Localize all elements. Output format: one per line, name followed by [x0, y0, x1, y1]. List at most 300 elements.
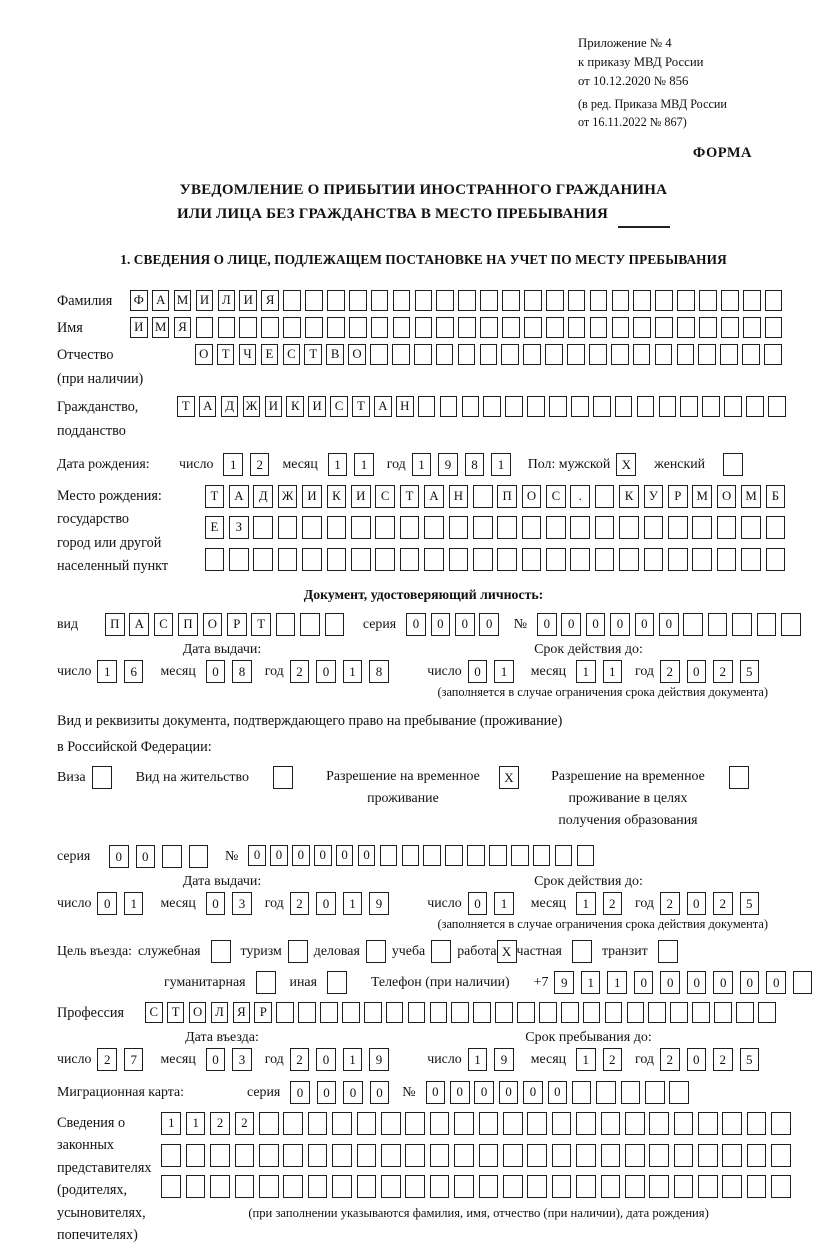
birth-place-cell[interactable]: А	[229, 485, 249, 508]
representative-cell[interactable]	[722, 1112, 742, 1135]
stay-month-cell[interactable]: 2	[603, 1048, 623, 1071]
birth-place-cell[interactable]: У	[644, 485, 664, 508]
birth-place-cell[interactable]: С	[546, 485, 566, 508]
doc-number-cell[interactable]	[781, 613, 801, 636]
residence-number-cell[interactable]: 0	[358, 845, 376, 866]
representative-cell[interactable]	[210, 1144, 230, 1167]
birth-place-cell[interactable]: К	[327, 485, 347, 508]
representative-cell[interactable]	[479, 1112, 499, 1135]
birth-place-cell[interactable]	[595, 516, 615, 539]
patronymic-cell[interactable]: Т	[217, 344, 235, 365]
birth-place-cell[interactable]: Б	[766, 485, 786, 508]
representative-cell[interactable]	[186, 1175, 206, 1198]
doc-number-cell[interactable]	[708, 613, 728, 636]
given-name-cell[interactable]	[743, 317, 761, 338]
representative-cell[interactable]	[259, 1175, 279, 1198]
phone-cell[interactable]	[793, 971, 813, 994]
profession-cell[interactable]	[408, 1002, 426, 1023]
doc-kind-cell[interactable]: Т	[251, 613, 271, 636]
birth-place-cell[interactable]	[766, 548, 786, 571]
surname-cell[interactable]	[590, 290, 608, 311]
birth-place-cell[interactable]	[570, 548, 590, 571]
residence-expiry-day-cell[interactable]: 1	[494, 892, 514, 915]
surname-cell[interactable]	[633, 290, 651, 311]
doc-kind-cell[interactable]: Р	[227, 613, 247, 636]
residence-expiry-year-cell[interactable]: 0	[687, 892, 707, 915]
residence-issue-year-cell[interactable]: 1	[343, 892, 363, 915]
doc-number-cell[interactable]: 0	[659, 613, 679, 636]
representative-cell[interactable]	[210, 1175, 230, 1198]
profession-cell[interactable]: Р	[254, 1002, 272, 1023]
expiry-month-cell[interactable]: 1	[576, 660, 596, 683]
residence-issue-year-cell[interactable]: 0	[316, 892, 336, 915]
birth-place-cell[interactable]: О	[717, 485, 737, 508]
profession-cell[interactable]	[583, 1002, 601, 1023]
doc-number-cell[interactable]	[683, 613, 703, 636]
profession-cell[interactable]	[736, 1002, 754, 1023]
birth-place-cell[interactable]	[522, 548, 542, 571]
purpose-work-cell[interactable]: X	[497, 940, 517, 963]
representative-cell[interactable]	[771, 1144, 791, 1167]
citizenship-cell[interactable]	[593, 396, 611, 417]
doc-kind-cell[interactable]: П	[178, 613, 198, 636]
doc-number-cell[interactable]: 0	[610, 613, 630, 636]
stay-day-cell[interactable]: 1	[468, 1048, 488, 1071]
birth-place-cell[interactable]	[400, 516, 420, 539]
representative-cell[interactable]	[722, 1144, 742, 1167]
phone-cell[interactable]: 0	[687, 971, 707, 994]
doc-kind-cell[interactable]	[325, 613, 345, 636]
birth-place-cell[interactable]	[449, 548, 469, 571]
entry-year-cell[interactable]: 1	[343, 1048, 363, 1071]
patronymic-cell[interactable]	[567, 344, 585, 365]
birth-place-cell[interactable]	[302, 548, 322, 571]
representative-cell[interactable]	[161, 1175, 181, 1198]
given-name-cell[interactable]: И	[130, 317, 148, 338]
issue-day-cell[interactable]: 6	[124, 660, 144, 683]
surname-cell[interactable]: А	[152, 290, 170, 311]
profession-cell[interactable]	[627, 1002, 645, 1023]
representative-cell[interactable]	[381, 1112, 401, 1135]
surname-cell[interactable]	[415, 290, 433, 311]
residence-series-cell[interactable]	[162, 845, 182, 868]
patronymic-cell[interactable]	[611, 344, 629, 365]
patronymic-cell[interactable]	[589, 344, 607, 365]
issue-year-cell[interactable]: 0	[316, 660, 336, 683]
citizenship-cell[interactable]	[724, 396, 742, 417]
residence-issue-day-cell[interactable]: 0	[97, 892, 117, 915]
birth-place-cell[interactable]	[424, 516, 444, 539]
given-name-cell[interactable]	[524, 317, 542, 338]
purpose-humanitarian-cell[interactable]	[256, 971, 276, 994]
birth-place-cell[interactable]	[741, 516, 761, 539]
representative-cell[interactable]	[283, 1175, 303, 1198]
birth-place-cell[interactable]	[692, 516, 712, 539]
residence-number-cell[interactable]: 0	[270, 845, 288, 866]
representative-cell[interactable]	[527, 1144, 547, 1167]
patronymic-cell[interactable]	[545, 344, 563, 365]
profession-cell[interactable]	[430, 1002, 448, 1023]
representative-cell[interactable]	[454, 1112, 474, 1135]
patronymic-cell[interactable]	[764, 344, 782, 365]
residence-expiry-month-cell[interactable]: 2	[603, 892, 623, 915]
given-name-cell[interactable]	[261, 317, 279, 338]
citizenship-cell[interactable]: Н	[396, 396, 414, 417]
migration-number-cell[interactable]	[669, 1081, 689, 1104]
representative-cell[interactable]	[649, 1144, 669, 1167]
patronymic-cell[interactable]	[501, 344, 519, 365]
purpose-transit-cell[interactable]	[658, 940, 678, 963]
birth-year-cell[interactable]: 8	[465, 453, 485, 476]
citizenship-cell[interactable]	[549, 396, 567, 417]
expiry-day-cell[interactable]: 1	[494, 660, 514, 683]
birth-place-cell[interactable]	[424, 548, 444, 571]
phone-cell[interactable]: 0	[713, 971, 733, 994]
representative-cell[interactable]	[283, 1144, 303, 1167]
residence-number-cell[interactable]	[467, 845, 485, 866]
citizenship-cell[interactable]	[483, 396, 501, 417]
birth-place-cell[interactable]: О	[522, 485, 542, 508]
citizenship-cell[interactable]: Д	[221, 396, 239, 417]
birth-place-cell[interactable]	[619, 548, 639, 571]
representative-cell[interactable]	[503, 1144, 523, 1167]
migration-number-cell[interactable]: 0	[523, 1081, 543, 1104]
birth-place-cell[interactable]	[741, 548, 761, 571]
entry-month-cell[interactable]: 3	[232, 1048, 252, 1071]
birth-place-cell[interactable]: К	[619, 485, 639, 508]
temp-residence-edu-cell[interactable]	[729, 766, 749, 789]
phone-cell[interactable]: 0	[660, 971, 680, 994]
birth-place-cell[interactable]	[253, 548, 273, 571]
residence-expiry-year-cell[interactable]: 2	[713, 892, 733, 915]
representative-cell[interactable]	[405, 1144, 425, 1167]
birth-place-cell[interactable]	[546, 548, 566, 571]
representative-cell[interactable]	[674, 1144, 694, 1167]
stay-year-cell[interactable]: 0	[687, 1048, 707, 1071]
birth-place-cell[interactable]	[351, 516, 371, 539]
representative-cell[interactable]	[161, 1144, 181, 1167]
birth-place-cell[interactable]	[668, 516, 688, 539]
birth-place-cell[interactable]: М	[692, 485, 712, 508]
residence-series-cell[interactable]	[189, 845, 209, 868]
representative-cell[interactable]: 2	[210, 1112, 230, 1135]
birth-place-cell[interactable]	[522, 516, 542, 539]
profession-cell[interactable]: Я	[233, 1002, 251, 1023]
profession-cell[interactable]	[605, 1002, 623, 1023]
profession-cell[interactable]	[386, 1002, 404, 1023]
patronymic-cell[interactable]	[480, 344, 498, 365]
residence-issue-year-cell[interactable]: 9	[369, 892, 389, 915]
surname-cell[interactable]	[612, 290, 630, 311]
birth-year-cell[interactable]: 1	[491, 453, 511, 476]
purpose-other-cell[interactable]	[327, 971, 347, 994]
representative-cell[interactable]	[357, 1175, 377, 1198]
residence-number-cell[interactable]	[380, 845, 398, 866]
representative-cell[interactable]	[601, 1175, 621, 1198]
surname-cell[interactable]	[327, 290, 345, 311]
phone-cell[interactable]: 0	[634, 971, 654, 994]
migration-series-cell[interactable]: 0	[370, 1081, 390, 1104]
stay-year-cell[interactable]: 5	[740, 1048, 760, 1071]
representative-cell[interactable]	[186, 1144, 206, 1167]
issue-month-cell[interactable]: 8	[232, 660, 252, 683]
given-name-cell[interactable]	[480, 317, 498, 338]
birth-place-cell[interactable]	[644, 516, 664, 539]
representative-cell[interactable]	[552, 1144, 572, 1167]
representative-cell[interactable]	[552, 1112, 572, 1135]
given-name-cell[interactable]	[283, 317, 301, 338]
profession-cell[interactable]: Л	[211, 1002, 229, 1023]
given-name-cell[interactable]	[196, 317, 214, 338]
patronymic-cell[interactable]: Ч	[239, 344, 257, 365]
citizenship-cell[interactable]: А	[199, 396, 217, 417]
given-name-cell[interactable]	[502, 317, 520, 338]
representative-cell[interactable]	[576, 1112, 596, 1135]
residence-expiry-day-cell[interactable]: 0	[468, 892, 488, 915]
expiry-month-cell[interactable]: 1	[603, 660, 623, 683]
representative-cell[interactable]	[527, 1175, 547, 1198]
given-name-cell[interactable]	[677, 317, 695, 338]
surname-cell[interactable]: И	[239, 290, 257, 311]
representative-cell[interactable]	[259, 1144, 279, 1167]
citizenship-cell[interactable]: И	[308, 396, 326, 417]
birth-place-cell[interactable]: С	[375, 485, 395, 508]
birth-place-cell[interactable]: .	[570, 485, 590, 508]
residence-number-cell[interactable]	[533, 845, 551, 866]
given-name-cell[interactable]	[568, 317, 586, 338]
representative-cell[interactable]	[332, 1112, 352, 1135]
temp-residence-cell[interactable]: X	[499, 766, 519, 789]
given-name-cell[interactable]	[305, 317, 323, 338]
birth-place-cell[interactable]	[375, 516, 395, 539]
birth-place-cell[interactable]	[473, 548, 493, 571]
profession-cell[interactable]	[539, 1002, 557, 1023]
representative-cell[interactable]	[771, 1112, 791, 1135]
birth-year-cell[interactable]: 9	[438, 453, 458, 476]
patronymic-cell[interactable]: С	[283, 344, 301, 365]
residence-number-cell[interactable]	[445, 845, 463, 866]
residence-series-cell[interactable]: 0	[109, 845, 129, 868]
birth-place-cell[interactable]: М	[741, 485, 761, 508]
representative-cell[interactable]	[381, 1175, 401, 1198]
citizenship-cell[interactable]: А	[374, 396, 392, 417]
profession-cell[interactable]: Т	[167, 1002, 185, 1023]
birth-place-cell[interactable]	[253, 516, 273, 539]
visa-cell[interactable]	[92, 766, 112, 789]
expiry-day-cell[interactable]: 0	[468, 660, 488, 683]
entry-day-cell[interactable]: 7	[124, 1048, 144, 1071]
doc-number-cell[interactable]: 0	[635, 613, 655, 636]
profession-cell[interactable]	[758, 1002, 776, 1023]
migration-number-cell[interactable]	[572, 1081, 592, 1104]
phone-cell[interactable]: 0	[740, 971, 760, 994]
given-name-cell[interactable]: М	[152, 317, 170, 338]
profession-cell[interactable]	[342, 1002, 360, 1023]
representative-cell[interactable]	[332, 1144, 352, 1167]
birth-place-cell[interactable]	[327, 548, 347, 571]
representative-cell[interactable]	[503, 1112, 523, 1135]
migration-series-cell[interactable]: 0	[317, 1081, 337, 1104]
given-name-cell[interactable]	[371, 317, 389, 338]
patronymic-cell[interactable]: Т	[304, 344, 322, 365]
stay-day-cell[interactable]: 9	[494, 1048, 514, 1071]
representative-cell[interactable]	[454, 1175, 474, 1198]
representative-cell[interactable]	[235, 1175, 255, 1198]
given-name-cell[interactable]	[393, 317, 411, 338]
profession-cell[interactable]	[648, 1002, 666, 1023]
surname-cell[interactable]	[699, 290, 717, 311]
residence-series-cell[interactable]: 0	[136, 845, 156, 868]
citizenship-cell[interactable]: С	[330, 396, 348, 417]
migration-number-cell[interactable]: 0	[474, 1081, 494, 1104]
citizenship-cell[interactable]	[440, 396, 458, 417]
given-name-cell[interactable]	[218, 317, 236, 338]
entry-month-cell[interactable]: 0	[206, 1048, 226, 1071]
patronymic-cell[interactable]	[392, 344, 410, 365]
representative-cell[interactable]	[747, 1175, 767, 1198]
surname-cell[interactable]: Ф	[130, 290, 148, 311]
migration-number-cell[interactable]	[621, 1081, 641, 1104]
patronymic-cell[interactable]	[370, 344, 388, 365]
representative-cell[interactable]	[430, 1175, 450, 1198]
birth-place-cell[interactable]: И	[351, 485, 371, 508]
doc-kind-cell[interactable]: П	[105, 613, 125, 636]
residence-expiry-month-cell[interactable]: 1	[576, 892, 596, 915]
surname-cell[interactable]	[721, 290, 739, 311]
birth-place-cell[interactable]	[473, 485, 493, 508]
surname-cell[interactable]	[655, 290, 673, 311]
doc-number-cell[interactable]	[732, 613, 752, 636]
representative-cell[interactable]	[479, 1175, 499, 1198]
entry-year-cell[interactable]: 9	[369, 1048, 389, 1071]
phone-cell[interactable]: 1	[607, 971, 627, 994]
stay-year-cell[interactable]: 2	[660, 1048, 680, 1071]
representative-cell[interactable]	[698, 1112, 718, 1135]
patronymic-cell[interactable]: О	[195, 344, 213, 365]
surname-cell[interactable]	[283, 290, 301, 311]
birth-place-cell[interactable]	[766, 516, 786, 539]
citizenship-cell[interactable]	[746, 396, 764, 417]
profession-cell[interactable]	[320, 1002, 338, 1023]
doc-kind-cell[interactable]: А	[129, 613, 149, 636]
expiry-year-cell[interactable]: 5	[740, 660, 760, 683]
doc-number-cell[interactable]: 0	[537, 613, 557, 636]
representative-cell[interactable]	[332, 1175, 352, 1198]
doc-number-cell[interactable]: 0	[561, 613, 581, 636]
birth-place-cell[interactable]	[302, 516, 322, 539]
entry-year-cell[interactable]: 2	[290, 1048, 310, 1071]
birth-place-cell[interactable]	[473, 516, 493, 539]
given-name-cell[interactable]	[721, 317, 739, 338]
representative-cell[interactable]	[235, 1144, 255, 1167]
surname-cell[interactable]: Я	[261, 290, 279, 311]
purpose-private-cell[interactable]	[572, 940, 592, 963]
birth-place-cell[interactable]: П	[497, 485, 517, 508]
birth-place-cell[interactable]: Н	[449, 485, 469, 508]
profession-cell[interactable]	[473, 1002, 491, 1023]
birth-place-cell[interactable]	[497, 516, 517, 539]
doc-number-cell[interactable]	[757, 613, 777, 636]
citizenship-cell[interactable]	[680, 396, 698, 417]
representative-cell[interactable]	[405, 1112, 425, 1135]
citizenship-cell[interactable]	[527, 396, 545, 417]
issue-year-cell[interactable]: 8	[369, 660, 389, 683]
surname-cell[interactable]	[568, 290, 586, 311]
profession-cell[interactable]	[670, 1002, 688, 1023]
patronymic-cell[interactable]	[698, 344, 716, 365]
stay-month-cell[interactable]: 1	[576, 1048, 596, 1071]
birth-place-cell[interactable]	[351, 548, 371, 571]
residence-number-cell[interactable]: 0	[336, 845, 354, 866]
representative-cell[interactable]	[308, 1144, 328, 1167]
profession-cell[interactable]	[561, 1002, 579, 1023]
residence-number-cell[interactable]	[511, 845, 529, 866]
given-name-cell[interactable]	[655, 317, 673, 338]
surname-cell[interactable]: Л	[218, 290, 236, 311]
purpose-study-cell[interactable]	[431, 940, 451, 963]
residence-number-cell[interactable]: 0	[248, 845, 266, 866]
given-name-cell[interactable]	[239, 317, 257, 338]
representative-cell[interactable]	[674, 1175, 694, 1198]
citizenship-cell[interactable]: Ж	[243, 396, 261, 417]
given-name-cell[interactable]	[612, 317, 630, 338]
surname-cell[interactable]	[765, 290, 783, 311]
birth-place-cell[interactable]: Т	[205, 485, 225, 508]
given-name-cell[interactable]	[699, 317, 717, 338]
phone-cell[interactable]: 1	[581, 971, 601, 994]
profession-cell[interactable]	[714, 1002, 732, 1023]
migration-series-cell[interactable]: 0	[343, 1081, 363, 1104]
given-name-cell[interactable]	[546, 317, 564, 338]
birth-day-cell[interactable]: 1	[223, 453, 243, 476]
patronymic-cell[interactable]	[633, 344, 651, 365]
given-name-cell[interactable]: Я	[174, 317, 192, 338]
citizenship-cell[interactable]: И	[265, 396, 283, 417]
birth-place-cell[interactable]	[692, 548, 712, 571]
surname-cell[interactable]	[546, 290, 564, 311]
patronymic-cell[interactable]: В	[326, 344, 344, 365]
residence-number-cell[interactable]	[489, 845, 507, 866]
representative-cell[interactable]	[527, 1112, 547, 1135]
surname-cell[interactable]	[458, 290, 476, 311]
sex-male-cell[interactable]: X	[616, 453, 636, 476]
birth-place-cell[interactable]	[717, 548, 737, 571]
representative-cell[interactable]	[698, 1175, 718, 1198]
profession-cell[interactable]	[495, 1002, 513, 1023]
profession-cell[interactable]: О	[189, 1002, 207, 1023]
given-name-cell[interactable]	[765, 317, 783, 338]
representative-cell[interactable]: 1	[161, 1112, 181, 1135]
representative-cell[interactable]	[430, 1144, 450, 1167]
purpose-tourism-cell[interactable]	[288, 940, 308, 963]
residence-issue-month-cell[interactable]: 3	[232, 892, 252, 915]
surname-cell[interactable]	[480, 290, 498, 311]
representative-cell[interactable]	[430, 1112, 450, 1135]
surname-cell[interactable]	[677, 290, 695, 311]
birth-place-cell[interactable]	[668, 548, 688, 571]
citizenship-cell[interactable]	[615, 396, 633, 417]
profession-cell[interactable]	[451, 1002, 469, 1023]
birth-place-cell[interactable]	[278, 516, 298, 539]
citizenship-cell[interactable]	[462, 396, 480, 417]
profession-cell[interactable]	[517, 1002, 535, 1023]
given-name-cell[interactable]	[415, 317, 433, 338]
representative-cell[interactable]	[698, 1144, 718, 1167]
residence-number-cell[interactable]	[577, 845, 595, 866]
representative-cell[interactable]	[625, 1144, 645, 1167]
profession-cell[interactable]: С	[145, 1002, 163, 1023]
phone-cell[interactable]: 0	[766, 971, 786, 994]
